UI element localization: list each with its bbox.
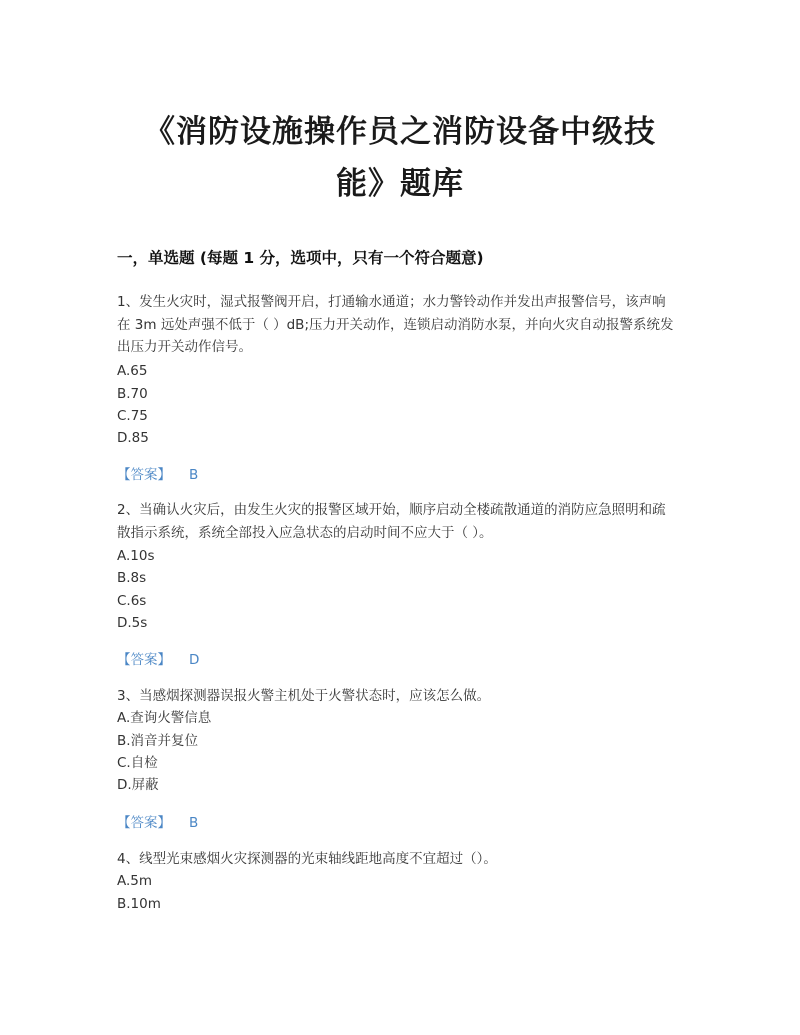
title-line-2: 能》题库 [336,166,464,202]
section-heading: 一，单选题 (每题 1 分，选项中，只有一个符合题意) [117,249,484,267]
question-2-option-c: C.6s [117,593,147,609]
title-line-1: 《消防设施操作员之消防设备中级技 [144,114,656,150]
question-2-answer [117,650,199,670]
question-2-option-b: B.8s [117,570,147,586]
question-1-text: 1、发生火灾时，湿式报警阀开启，打通输水通道；水力警铃动作并发出声报警信号，该声响在 3m 远处声强不低于（ ）dB;压力开关动作，连锁启动消防水泵，并向火灾自动报警系统发出压力开关动作信号。 [117,294,674,355]
question-1-option-c: C.75 [117,408,148,424]
question-4-option-b: B.10m [117,896,161,912]
question-3-option-b: B.消音并复位 [117,733,199,749]
question-3-answer [117,813,198,833]
answer-value: D [189,652,200,668]
question-4-option-a: A.5m [117,873,153,889]
answer-label: 【答案】 [117,467,171,483]
question-2-option-a: A.10s [117,548,155,564]
question-1-option-b: B.70 [117,386,148,402]
question-1-answer [117,465,198,485]
question-3-option-c: C.自检 [117,755,158,771]
question-2-option-d: D.5s [117,615,148,631]
answer-label: 【答案】 [117,652,171,668]
answer-label: 【答案】 [117,815,171,831]
document-title [100,106,700,210]
question-3-option-a: A.查询火警信息 [117,710,212,726]
question-3-text: 3、当感烟探测器误报火警主机处于火警状态时，应该怎么做。 [117,688,491,704]
answer-value: B [189,815,199,831]
question-2-text: 2、当确认火灾后，由发生火灾的报警区域开始，顺序启动全楼疏散通道的消防应急照明和疏散指示系统，系统全部投入应急状态的启动时间不应大于（ ）。 [117,502,666,541]
question-1-option-a: A.65 [117,363,148,379]
question-3-option-d: D.屏蔽 [117,777,159,793]
answer-value: B [189,467,199,483]
question-1-option-d: D.85 [117,430,149,446]
question-4-text: 4、线型光束感烟火灾探测器的光束轴线距地高度不宜超过（）。 [117,851,497,867]
